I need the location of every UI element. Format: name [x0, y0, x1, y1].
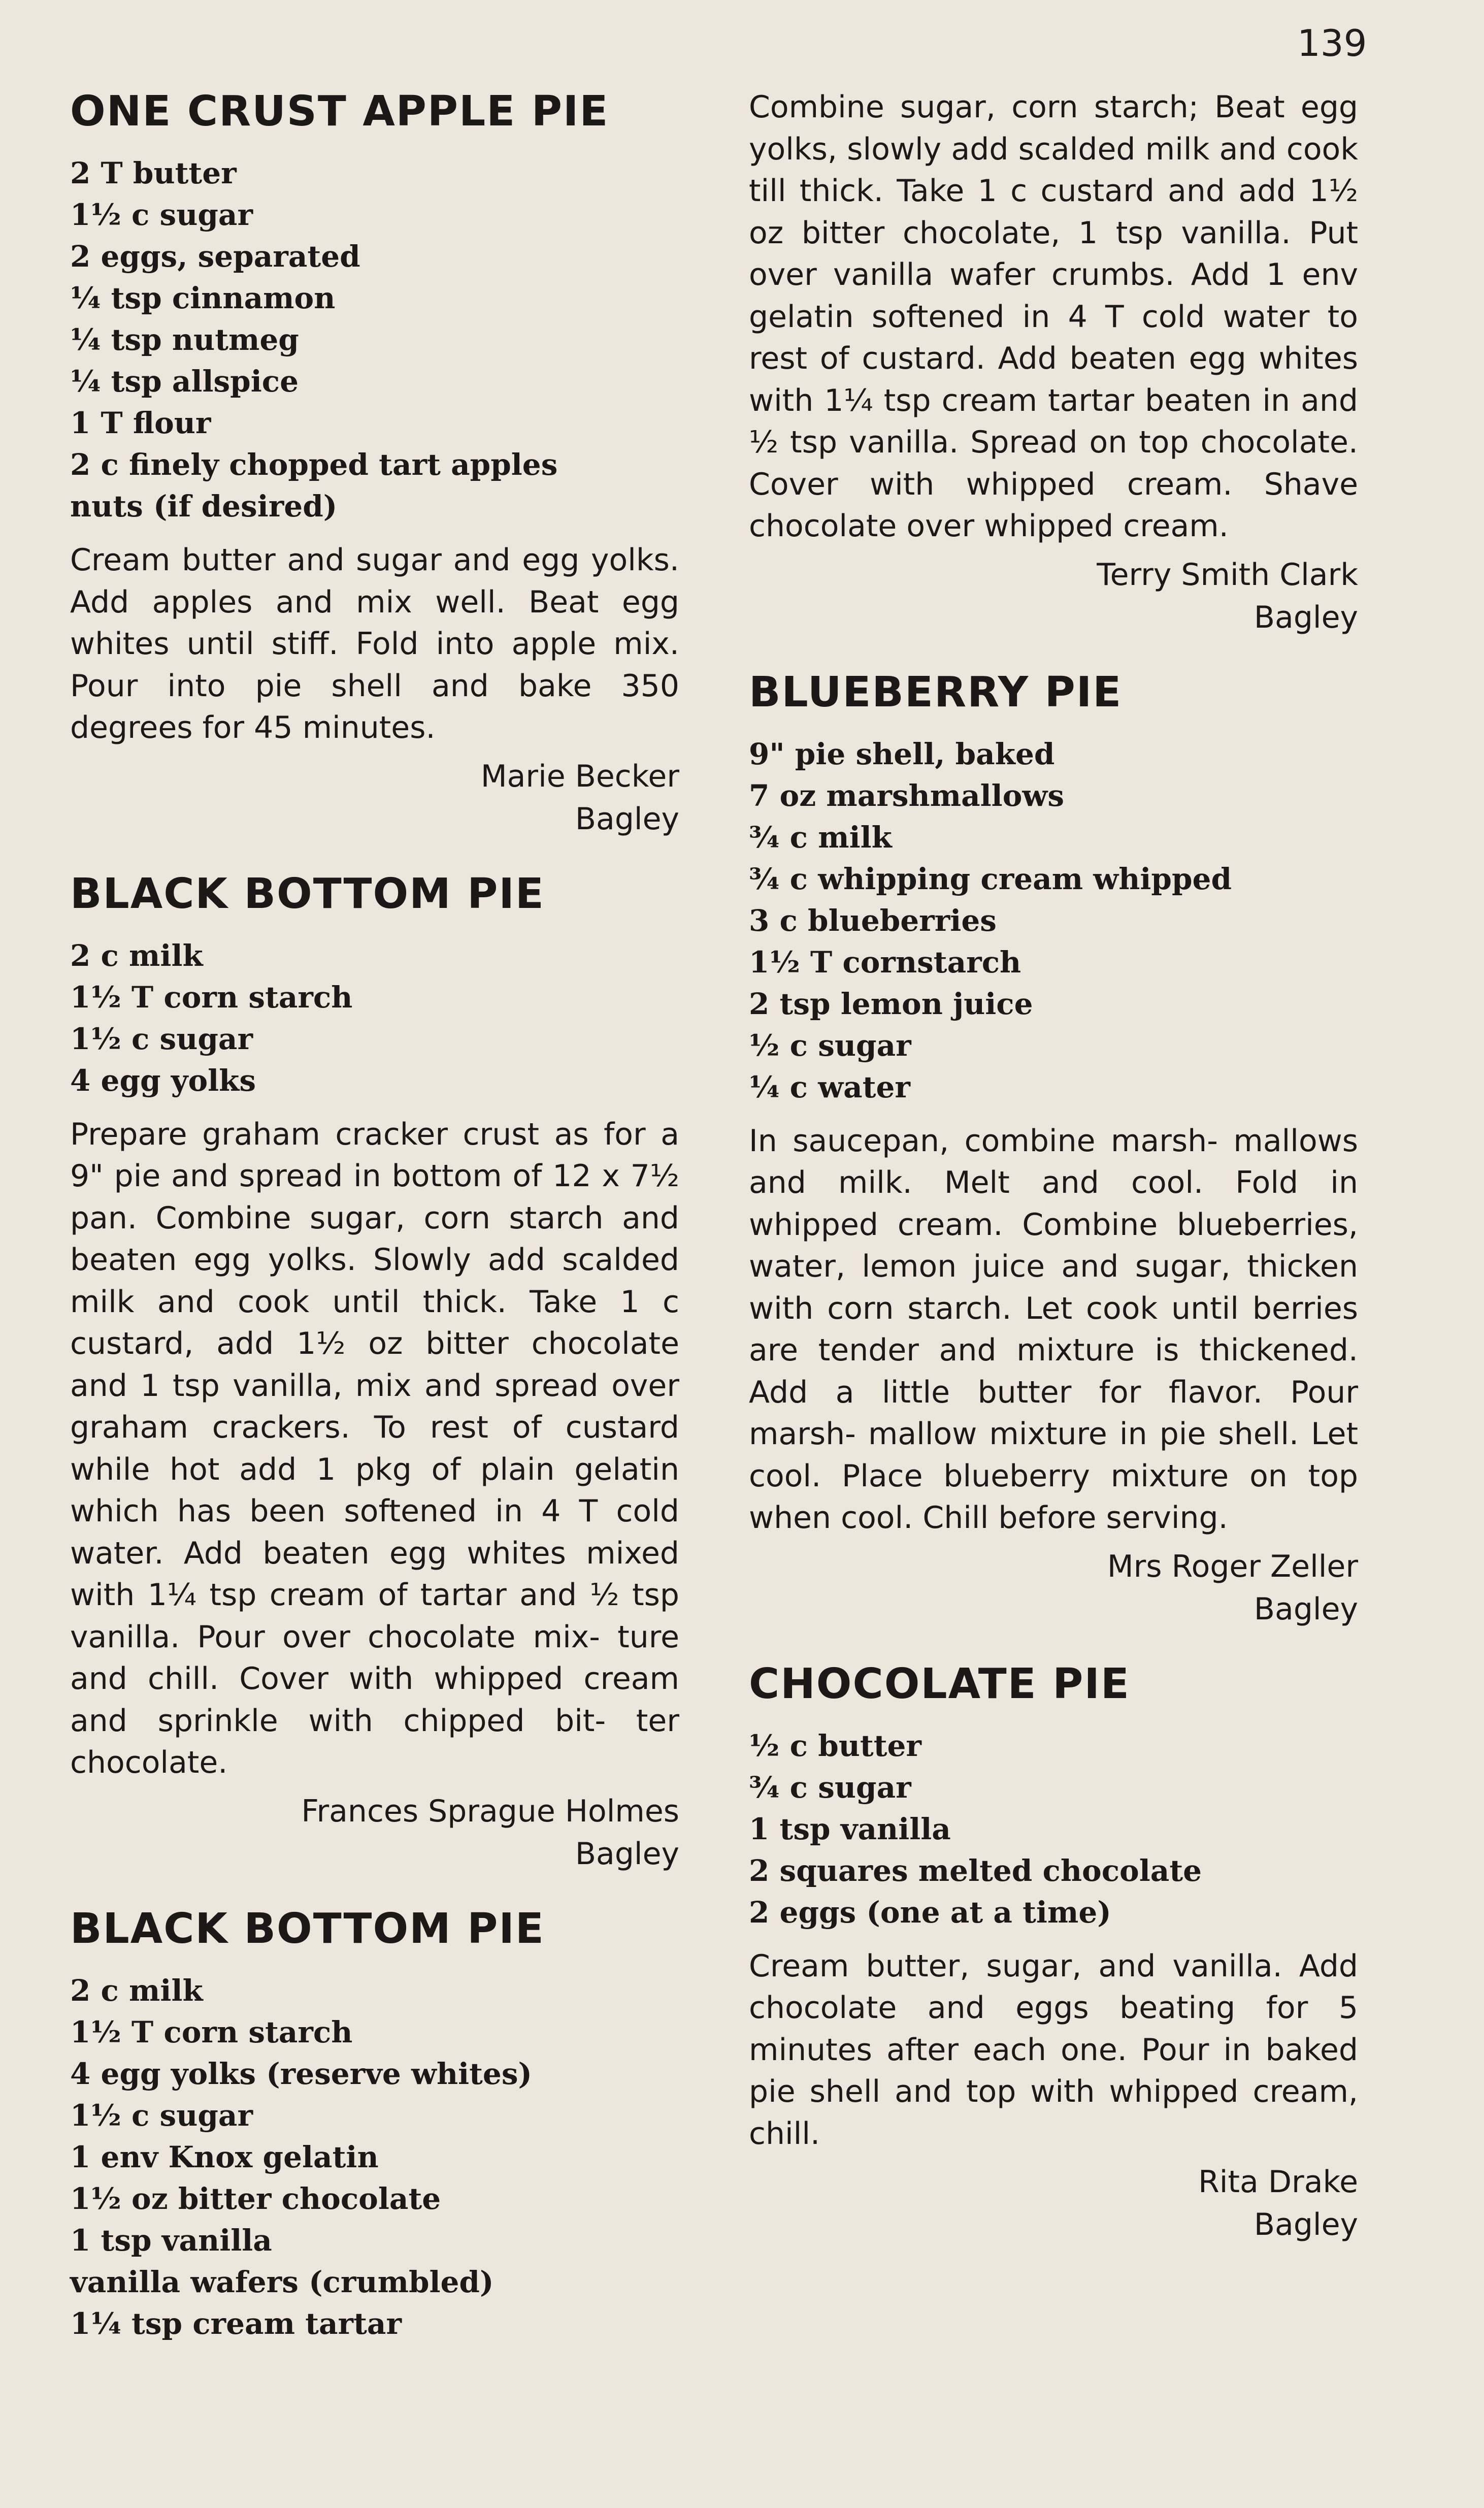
method-line: has been softened in 4 T cold water.: [70, 1493, 679, 1571]
ingredient: 2 tsp lemon juice: [749, 986, 1033, 1021]
method-line: blueberries, water, lemon juice and: [749, 1207, 1358, 1284]
method-line: vanilla. Pour over chocolate mix-: [70, 1619, 600, 1655]
method-line: cream, chill.: [749, 2074, 1358, 2152]
ingredient: 1 T flour: [70, 406, 211, 440]
author: [749, 553, 1358, 639]
ingredient: 1½ c sugar: [70, 1021, 253, 1056]
method-line: yolks. Add apples and mix well. Beat: [70, 542, 679, 620]
method-line: hot add 1 pkg of plain gelatin which: [70, 1451, 679, 1529]
method-line: chocolate over whipped cream.: [749, 508, 1229, 544]
method-line: add scalded milk and cook until: [70, 1242, 679, 1320]
method: [749, 1120, 1358, 1539]
method-line: Add beaten egg whites mixed with: [70, 1535, 679, 1613]
ingredient: 1½ oz bitter chocolate: [70, 2181, 441, 2216]
ingredient: 1½ c sugar: [70, 2098, 253, 2133]
method-line: 1¼ tsp cream of tartar and ½ tsp: [147, 1577, 679, 1613]
method-line: Fold in whipped cream. Combine: [749, 1165, 1358, 1243]
recipe-black-bottom-pie-1: [70, 869, 679, 1875]
ingredient: ¾ c sugar: [749, 1770, 911, 1805]
ingredient: 2 eggs (one at a time): [749, 1895, 1111, 1930]
ingredient-list: [70, 1970, 679, 2344]
method-line: mallow mixture in pie shell. Let: [868, 1416, 1358, 1452]
recipe-title: CHOCOLATE PIE: [749, 1659, 1130, 1708]
ingredient: vanilla wafers (crumbled): [70, 2264, 494, 2299]
method-line: and add 1½ oz bitter chocolate, 1 tsp: [749, 173, 1358, 251]
method-line: In saucepan, combine marsh-: [749, 1123, 1218, 1159]
author: [749, 2161, 1358, 2246]
ingredient: ¼ tsp allspice: [70, 364, 299, 399]
author-name: Marie Becker: [480, 758, 679, 794]
author-town: Bagley: [1254, 2207, 1358, 2242]
author-town: Bagley: [575, 801, 679, 837]
right-column: [749, 86, 1358, 2274]
page-number: 139: [1297, 22, 1367, 64]
ingredient: 1 tsp vanilla: [70, 2223, 272, 2258]
method-line: mix and spread over graham: [70, 1367, 680, 1445]
author-town: Bagley: [575, 1836, 679, 1872]
ingredient: ½ c sugar: [749, 1028, 911, 1063]
method-line: crumbs. Add 1 env gelatin softened: [749, 257, 1358, 335]
ingredient: 3 c blueberries: [749, 903, 997, 938]
recipe-blueberry-pie: [749, 667, 1358, 1631]
method-line: minutes after each one. Pour in: [749, 2032, 1266, 2068]
ingredient: 9" pie shell, baked: [749, 736, 1055, 771]
method-line: Combine sugar, corn starch; Beat: [749, 89, 1301, 125]
recipe-title: BLACK BOTTOM PIE: [70, 1904, 545, 1953]
method-line: vanilla. Put over vanilla wafer: [749, 215, 1358, 292]
method-line: mix. Pour into pie shell and bake 350: [70, 626, 679, 704]
method-line: Cream butter and sugar and egg: [70, 542, 591, 578]
ingredient: 1½ c sugar: [70, 198, 253, 232]
ingredient: 7 oz marshmallows: [749, 778, 1064, 813]
method-line: Cover with whipped cream. Shave: [749, 466, 1358, 502]
ingredient: ¼ tsp nutmeg: [70, 322, 299, 357]
recipe-chocolate-pie: [749, 1659, 1358, 2246]
author: [70, 1790, 679, 1875]
method-line: Add beaten egg whites with 1¼ tsp: [749, 341, 1359, 418]
ingredient: 2 squares melted chocolate: [749, 1853, 1202, 1888]
ingredient: 1 env Knox gelatin: [70, 2139, 379, 2174]
author-name: Rita Drake: [1198, 2164, 1358, 2200]
method-line: thick. Take 1 c custard, add 1½: [70, 1284, 679, 1361]
ingredient-list: [70, 152, 679, 527]
author: [70, 755, 679, 840]
method-line: Prepare graham cracker crust as: [70, 1116, 604, 1152]
method-line: mixture is thickened. Add a little: [749, 1332, 1358, 1410]
method-line: in 4 T cold water to rest of custard.: [749, 299, 1358, 376]
ingredient: 4 egg yolks (reserve whites): [70, 2056, 532, 2091]
method-line: cream and sprinkle with chipped bit-: [70, 1661, 679, 1739]
method-line: vanilla. Spread on top chocolate.: [849, 425, 1358, 460]
method-line: 12 x 7½ pan. Combine sugar, corn: [70, 1158, 680, 1236]
ingredient: ¼ tsp cinnamon: [70, 281, 336, 315]
recipe-title: BLUEBERRY PIE: [749, 668, 1123, 716]
method: [749, 86, 1358, 547]
method-line: for a 9" pie and spread in bottom of: [70, 1116, 679, 1194]
ingredient-list: [749, 1725, 1358, 1933]
ingredient: ¼ c water: [749, 1069, 910, 1104]
method-line: butter for flavor. Pour marsh-: [749, 1374, 1359, 1452]
method-line: when cool. Chill before serving.: [749, 1500, 1228, 1536]
method-line: egg yolks, slowly add scalded milk: [749, 89, 1358, 167]
ingredient: 1½ T corn starch: [70, 980, 353, 1015]
ingredient-list: [749, 733, 1358, 1108]
method: [70, 1114, 679, 1784]
left-column: [70, 86, 679, 2373]
author-name: Terry Smith Clark: [1097, 557, 1358, 593]
author-name: Mrs Roger Zeller: [1107, 1548, 1358, 1584]
method-line: and cook till thick. Take 1 c custard: [749, 131, 1358, 209]
recipe-title: ONE CRUST APPLE PIE: [70, 87, 609, 136]
author-name: Frances Sprague Holmes: [301, 1793, 679, 1829]
method-line: baked pie shell and top with whipped: [749, 2032, 1358, 2109]
ingredient: 1¼ tsp cream tartar: [70, 2306, 402, 2341]
recipe-black-bottom-pie-2: [70, 1904, 679, 2344]
ingredient: 2 eggs, separated: [70, 239, 360, 274]
ingredient: 4 egg yolks: [70, 1063, 256, 1098]
recipe-black-bottom-pie-2-continued: [749, 86, 1358, 639]
ingredient: 1½ T corn starch: [70, 2014, 353, 2049]
method-line: cook until berries are tender and: [749, 1290, 1358, 1368]
method: [749, 1945, 1358, 2155]
method-line: Cream butter, sugar, and vanilla.: [749, 1948, 1299, 1984]
ingredient: ½ c butter: [749, 1728, 921, 1763]
ingredient: nuts (if desired): [70, 489, 338, 524]
ingredient: ¾ c whipping cream whipped: [749, 861, 1232, 896]
author-town: Bagley: [1254, 599, 1358, 635]
recipe-title: BLACK BOTTOM PIE: [70, 869, 545, 918]
ingredient: 2 c milk: [70, 1973, 203, 2008]
ingredient: 1 tsp vanilla: [749, 1811, 951, 1846]
ingredient: 1½ T cornstarch: [749, 944, 1021, 980]
ingredient: 2 c milk: [70, 938, 203, 973]
method-line: mallows and milk. Melt and cool.: [749, 1123, 1358, 1200]
method-line: sugar, thicken with corn starch. Let: [749, 1249, 1358, 1326]
method-line: crackers. To rest of custard while: [70, 1410, 679, 1487]
method-line: oz bitter chocolate and 1 tsp vanilla,: [70, 1326, 679, 1404]
method-line: Add chocolate and eggs beating for 5: [749, 1948, 1358, 2026]
method-line: ture and chill. Cover with whipped: [70, 1619, 680, 1697]
ingredient: 2 T butter: [70, 156, 237, 190]
method-line: cool. Place blueberry mixture on top: [749, 1458, 1358, 1494]
method-line: ter chocolate.: [70, 1703, 679, 1780]
method-line: cream tartar beaten in and ½ tsp: [749, 382, 1358, 460]
ingredient: 2 c finely chopped tart apples: [70, 447, 558, 482]
recipe-one-crust-apple-pie: [70, 86, 679, 840]
author: [749, 1545, 1358, 1631]
method-line: egg whites until stiff. Fold into apple: [70, 584, 679, 662]
author-town: Bagley: [1254, 1591, 1358, 1627]
ingredient: ¾ c milk: [749, 820, 892, 855]
method-line: degrees for 45 minutes.: [70, 710, 436, 745]
method: [70, 539, 679, 749]
ingredient-list: [70, 935, 679, 1101]
method-line: starch and beaten egg yolks. Slowly: [70, 1200, 679, 1278]
